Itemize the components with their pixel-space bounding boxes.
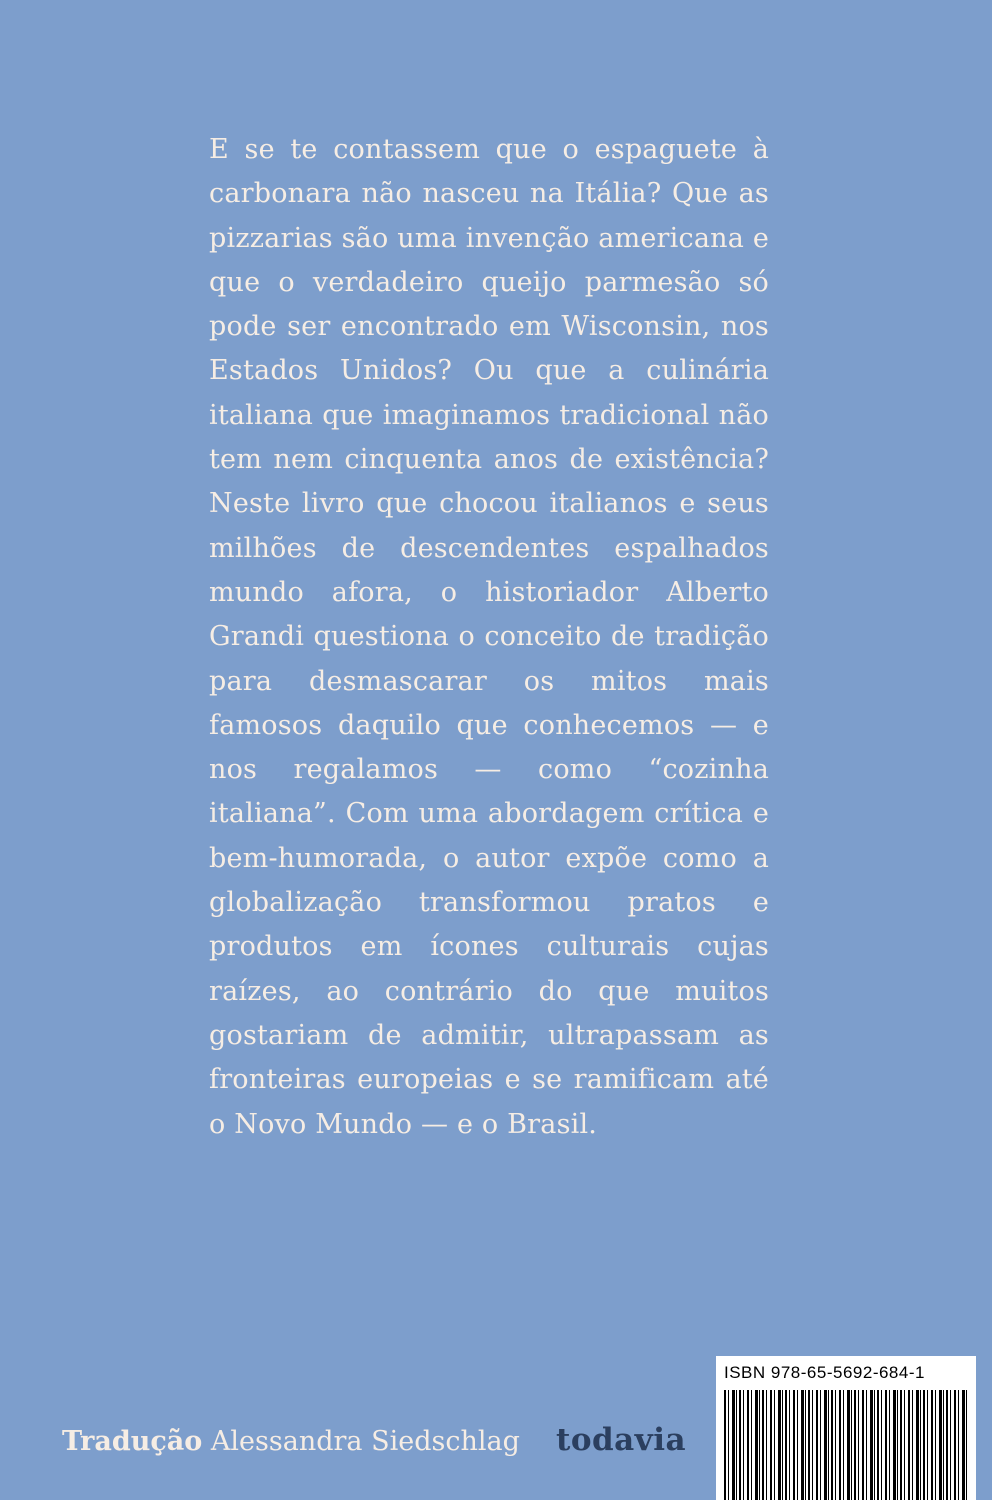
back-cover-blurb: E se te contassem que o espaguete à carbonara não nasceu na Itália? Que as pizzarias são uma invenção americana e que o verdadeiro queijo parmesão só pode ser encontrado em Wisconsin, nos Estados Unidos? Ou que a culinária italiana que imaginamos tradicional não tem nem cinquenta anos de existência? Neste livro que chocou italianos e seus milhões de descendentes espalhados mundo afora, o historiador Alberto Grandi questiona o conceito de tradição para desmascarar os mitos mais famosos daquilo que conhecemos — e nos regalamos — como “cozinha italiana”. Com uma abordagem crítica e bem-humorada, o autor expõe como a globalização transformou pratos e produtos em ícones culturais cujas raízes, ao contrário do que muitos gostariam de admitir, ultrapassam as fronteiras europeias e se ramificam até o Novo Mundo — e o Brasil. [209,134,769,1140]
isbn-number: ISBN 978-65-5692-684-1 [724,1363,925,1382]
translator-name: Alessandra Siedschlag [210,1426,520,1457]
translation-credit [62,1422,520,1462]
barcode-bars [724,1390,968,1500]
isbn-barcode [716,1356,976,1500]
publisher-logo: todavia [556,1422,687,1458]
translation-label: Tradução [62,1426,203,1457]
